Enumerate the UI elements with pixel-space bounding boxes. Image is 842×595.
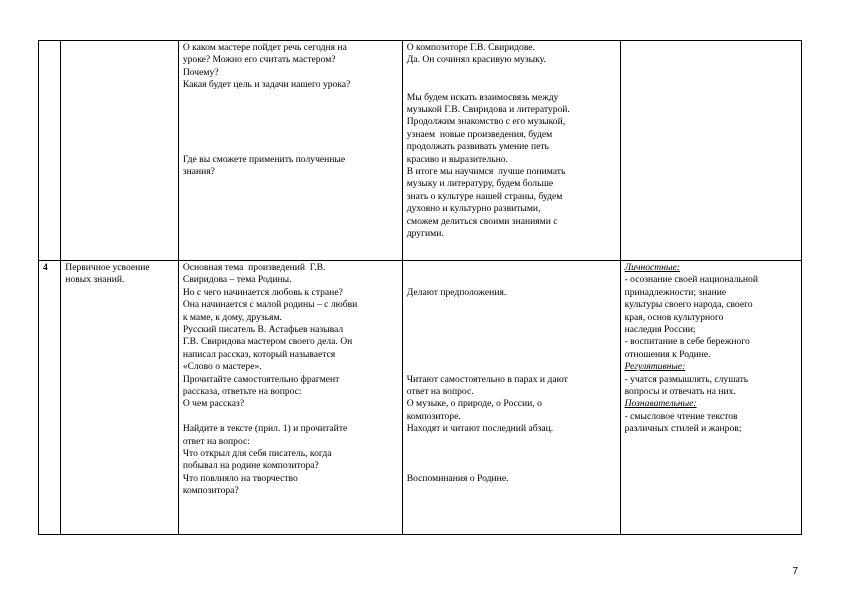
text-line: Прочитайте самостоятельно фрагмент <box>182 373 340 385</box>
blank-line <box>407 336 616 348</box>
text-line: Найдите в тексте (прил. 1) и прочитайте <box>182 423 348 435</box>
blank-line <box>407 274 616 286</box>
text-line: музыкой Г.В. Свиридова и литературой. <box>406 104 570 115</box>
text-line: к маме, к дому, друзьям. <box>182 311 282 323</box>
blank-line <box>407 436 616 448</box>
blank-line <box>183 141 398 153</box>
blank-line <box>407 349 616 361</box>
blank-line <box>407 448 616 460</box>
blank-line <box>183 411 398 423</box>
text-line: Делают предположения. <box>406 286 507 298</box>
row-number-cell <box>39 41 61 261</box>
text-line: О композиторе Г.В. Свиридове. <box>406 42 535 53</box>
text-line: О музыке, о природе, о России, о <box>406 398 542 410</box>
text-line: О чем рассказ? <box>182 398 245 410</box>
text-line: Мы будем искать взаимосвязь между <box>406 91 559 103</box>
text-line: Какая будет цель и задачи нашего урока? <box>182 79 351 91</box>
text-line: ответ на вопрос: <box>182 435 250 447</box>
teacher-activity-cell <box>178 261 402 535</box>
text-line: края, основ культурного <box>624 311 724 323</box>
text-line: «Слово о мастере». <box>182 361 262 373</box>
text-line: музыку и литературу, будем больше <box>406 178 554 190</box>
text-line: Продолжим знакомство с его музыкой, <box>406 116 566 128</box>
text-line: Первичное усвоение <box>65 262 150 273</box>
blank-line <box>407 79 616 91</box>
text-line: Что повлияло на творчество <box>182 472 298 484</box>
text-line: композитора? <box>182 485 239 497</box>
text-line: Г.В. Свиридова мастером своего дела. Он <box>182 336 353 348</box>
text-line: Воспоминания о Родине. <box>406 472 509 484</box>
text-line: рассказа, ответьте на вопрос: <box>182 386 302 398</box>
text-line: - смысловое чтение текстов <box>624 410 738 422</box>
text-line: написал рассказ, который называется <box>182 348 336 360</box>
text-line: Находят и читают последний абзац. <box>406 423 554 435</box>
blank-line <box>407 67 616 79</box>
text-line: новых знаний. <box>65 274 125 286</box>
blank-line <box>407 262 616 274</box>
text-line: Да. Он сочинял красивую музыку. <box>406 54 546 66</box>
outcome-category-label: Регулятивные: <box>624 361 686 373</box>
text-line: Почему? <box>182 66 219 78</box>
text-line: Она начинается с малой родины – с любви <box>182 299 358 311</box>
text-line: отношения к Родине. <box>624 348 711 360</box>
text-line: - учатся размышлять, слушать <box>624 373 749 385</box>
text-line: знания? <box>182 165 215 177</box>
learning-outcomes-cell <box>620 41 801 261</box>
blank-line <box>407 361 616 373</box>
text-line: вопросы и отвечать на них. <box>624 386 736 398</box>
text-line: сможем делиться своими знаниями с <box>406 215 558 227</box>
blank-line <box>407 460 616 472</box>
student-activity-cell <box>402 41 620 261</box>
text-line: Что открыл для себя писатель, когда <box>182 448 332 460</box>
blank-line <box>183 104 398 116</box>
text-line: другими. <box>406 228 444 240</box>
outcome-category-label: Познавательные: <box>624 398 697 410</box>
text-line: Свиридова – тема Родины. <box>182 274 292 286</box>
text-line: побывал на родине композитора? <box>182 460 319 472</box>
text-line: наследия России; <box>624 324 696 336</box>
table-row <box>39 261 802 535</box>
student-activity-cell <box>402 261 620 535</box>
text-line: Читают самостоятельно в парах и дают <box>406 373 568 385</box>
text-line: О каком мастере пойдет речь сегодня на <box>182 42 347 53</box>
blank-line <box>407 312 616 324</box>
text-line: знать о культуре нашей страны, будем <box>406 190 563 202</box>
table-row <box>39 41 802 261</box>
outcome-category-label: Личностные: <box>624 262 680 273</box>
page-number: 7 <box>792 566 798 577</box>
stage-cell <box>61 261 179 535</box>
text-line: В итоге мы научимся лучше понимать <box>406 166 566 178</box>
text-line: - осознание своей национальной <box>624 274 758 286</box>
text-line: различных стилей и жанров; <box>624 423 742 435</box>
lesson-plan-table <box>38 40 802 535</box>
blank-line <box>407 324 616 336</box>
text-line: принадлежности; знание <box>624 286 727 298</box>
text-line: композиторе. <box>406 410 461 422</box>
text-line: - воспитание в себе бережного <box>624 336 750 348</box>
text-line: Основная тема произведений Г.В. <box>182 262 326 273</box>
blank-line <box>183 92 398 104</box>
text-line: узнаем новые произведения, будем <box>406 128 553 140</box>
text-line: культуры своего народа, своего <box>624 299 753 311</box>
text-line: уроке? Можно его считать мастером? <box>182 54 336 66</box>
learning-outcomes-cell <box>620 261 801 535</box>
text-line: продолжать развивать умение петь <box>406 141 549 153</box>
teacher-activity-cell <box>178 41 402 261</box>
stage-cell <box>61 41 179 261</box>
blank-line <box>183 129 398 141</box>
text-line: духовно и культурно развитыми, <box>406 203 541 215</box>
text-line: красиво и выразительно. <box>406 153 508 165</box>
text-line: Но с чего начинается любовь к стране? <box>182 286 343 298</box>
text-line: Где вы сможете применить полученные <box>182 153 346 165</box>
blank-line <box>183 116 398 128</box>
text-line: Русский писатель В. Астафьев называл <box>182 324 344 336</box>
text-line: ответ на вопрос. <box>406 385 474 397</box>
row-number-cell: 4 <box>39 261 61 535</box>
blank-line <box>407 299 616 311</box>
